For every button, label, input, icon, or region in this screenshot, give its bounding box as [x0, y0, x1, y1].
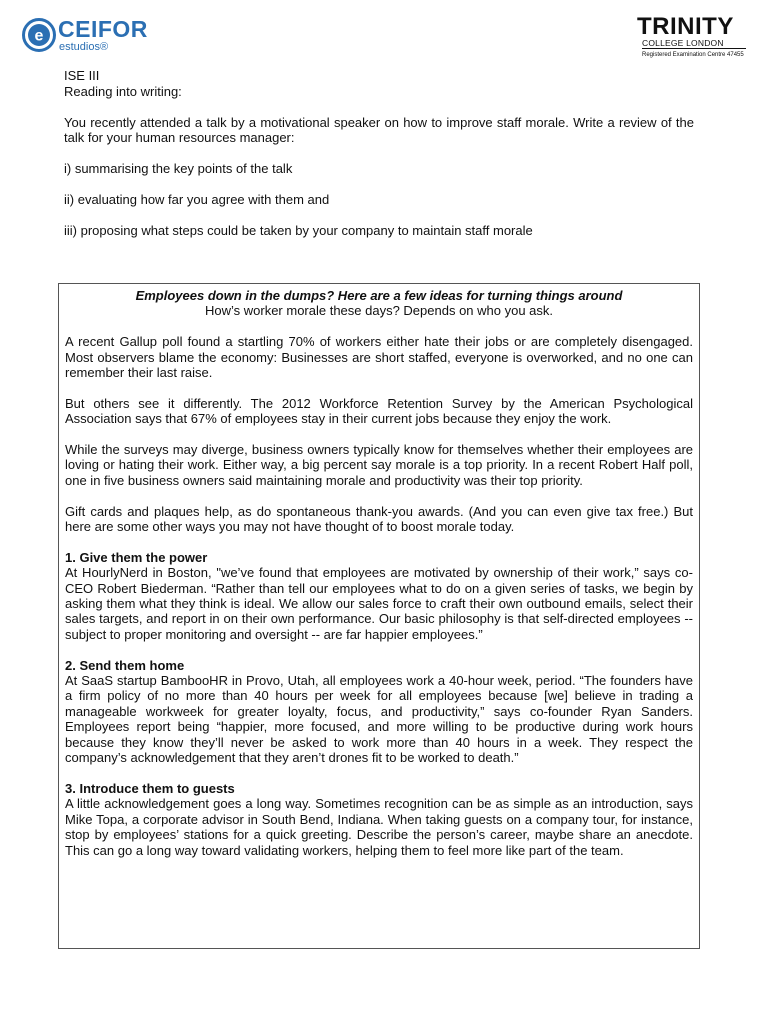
trinity-logo: [636, 14, 752, 60]
article-box: [58, 283, 700, 949]
section-text: At HourlyNerd in Boston, "we’ve found that employees are motivated by ownership of their work,” says co-CEO Robert Biederman. “Rather than tell our employees what to do on a given series of tasks, we begin by asking them what they think is ideal. We allow our sales force to craft their own outbound emails, select their sales targets, and report in on their own performance. Our basic philosophy is that self-directed employees -- subject to proper monitoring and oversight -- are far happier employees.”: [65, 565, 693, 642]
article-paragraph: A recent Gallup poll found a startling 70% of workers either hate their jobs or are completely disengaged. Most observers blame the economy: Businesses are short staffed, everyone is overworked, and no one can remember their last raise.: [65, 334, 693, 381]
trinity-centre-text: Registered Examination Centre 47455: [642, 52, 744, 58]
ceifor-mark-letter: e: [34, 27, 44, 45]
section-heading: 2. Send them home: [65, 657, 185, 673]
task-point: i) summarising the key points of the talk: [64, 161, 293, 176]
task-level: ISE III: [64, 68, 100, 83]
trinity-logo-text: TRINITY: [637, 13, 734, 40]
section-heading: 3. Introduce them to guests: [65, 780, 235, 796]
ceifor-logo: [22, 16, 162, 56]
section-heading: 1. Give them the power: [65, 549, 208, 565]
ceifor-logo-mark-icon: [22, 18, 56, 52]
task-section: [64, 68, 694, 239]
article-subtitle: How’s worker morale these days? Depends on who you ask.: [204, 303, 554, 319]
trinity-logo-subtext: COLLEGE LONDON: [642, 38, 724, 48]
article-paragraph: While the surveys may diverge, business owners typically know for themselves whether their employees are loving or hating their work. Either way, a big percent say morale is a top priority. In a recent Robert Half poll, one in five business owners said maintaining morale and productivity was their top priority.: [65, 442, 693, 488]
ceifor-logo-subtext: estudios®: [59, 41, 109, 53]
section-text: A little acknowledgement goes a long way. Sometimes recognition can be as simple as an introduction, says Mike Topa, a corporate advisor in South Bend, Indiana. When taking guests on a company tour, for instance, stop by employees’ stations for a quick greeting. Describe the person’s career, maybe share an anecdote. This can go a long way toward validating workers, helping them to feel more like part of the team.: [65, 796, 693, 858]
article-title: Employees down in the dumps? Here are a few ideas for turning things around: [135, 288, 623, 303]
article-paragraph: But others see it differently. The 2012 Workforce Retention Survey by the American Psychological Association says that 67% of employees stay in their current jobs because they enjoy the work.: [65, 395, 693, 427]
task-point: ii) evaluating how far you agree with them and: [64, 192, 330, 207]
task-section-label: Reading into writing:: [64, 83, 182, 99]
task-prompt: You recently attended a talk by a motivational speaker on how to improve staff morale. Write a review of the talk for your human resources manager:: [64, 114, 694, 145]
trinity-logo-divider: [642, 48, 746, 49]
article-paragraph: Gift cards and plaques help, as do spontaneous thank-you awards. (And you can even give tax free.) But here are some other ways you may not have thought of to boost morale today.: [65, 503, 693, 535]
task-point: iii) proposing what steps could be taken by your company to maintain staff morale: [64, 223, 533, 238]
section-text: At SaaS startup BambooHR in Provo, Utah, all employees work a 40-hour week, period. “The founders have a firm policy of no more than 40 hours per week for all employees because [we] believe in trading a manageable workweek for greater loyalty, focus, and productivity,” says co-founder Ryan Sanders. Employees report being “happier, more focused, and more willing to be productive during work hours because they know they’ll never be asked to work more than 40 hours in a week. They respect the company’s acknowledgement that they aren’t drones fit to be worked to death.”: [65, 673, 693, 766]
ceifor-logo-text: CEIFOR: [58, 16, 148, 42]
